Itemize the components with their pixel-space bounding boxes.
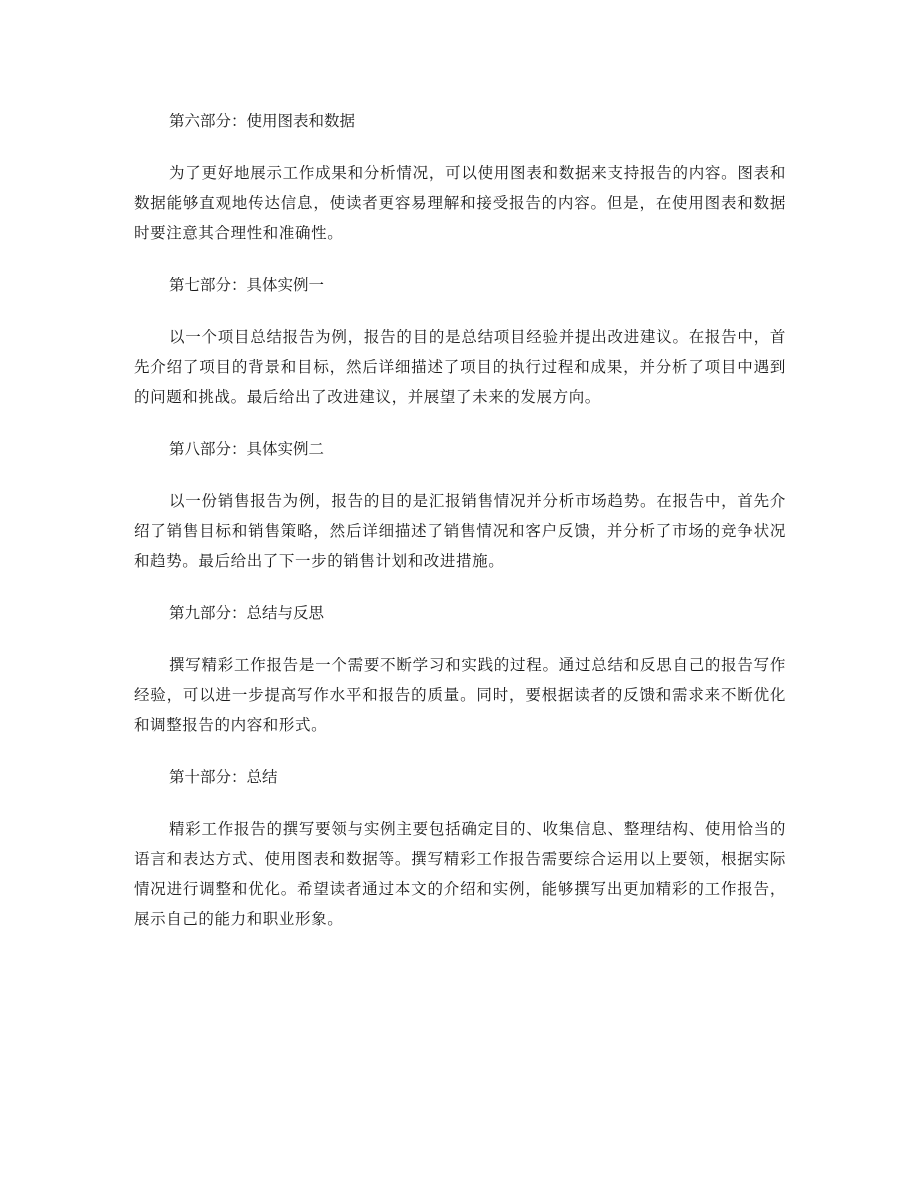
section-body-7: 以一个项目总结报告为例，报告的目的是总结项目经验并提出改进建议。在报告中，首先介绍了项目的背景和目标，然后详细描述了项目的执行过程和成果，并分析了项目中遇到的问题和挑战。最后给出了改进建议，并展望了未来的发展方向。 [134,328,786,406]
section-heading-9: 第九部分：总结与反思 [169,604,325,622]
section-heading-8: 第八部分：具体实例二 [169,440,325,458]
section-heading-7: 第七部分：具体实例一 [169,276,325,294]
section-body-8: 以一份销售报告为例，报告的目的是汇报销售情况并分析市场趋势。在报告中，首先介绍了销售目标和销售策略，然后详细描述了销售情况和客户反馈，并分析了市场的竞争状况和趋势。最后给出了下一步的销售计划和改进措施。 [134,492,786,570]
section-body-10: 精彩工作报告的撰写要领与实例主要包括确定目的、收集信息、整理结构、使用恰当的语言和表达方式、使用图表和数据等。撰写精彩工作报告需要综合运用以上要领，根据实际情况进行调整和优化。希望读者通过本文的介绍和实例，能够撰写出更加精彩的工作报告，展示自己的能力和职业形象。 [134,820,786,928]
section-heading-6: 第六部分：使用图表和数据 [169,112,356,130]
section-heading-10: 第十部分：总结 [169,768,278,786]
document-page [134,106,786,934]
section-body-6: 为了更好地展示工作成果和分析情况，可以使用图表和数据来支持报告的内容。图表和数据能够直观地传达信息，使读者更容易理解和接受报告的内容。但是，在使用图表和数据时要注意其合理性和准确性。 [134,164,786,242]
section-body-9: 撰写精彩工作报告是一个需要不断学习和实践的过程。通过总结和反思自己的报告写作经验，可以进一步提高写作水平和报告的质量。同时，要根据读者的反馈和需求来不断优化和调整报告的内容和形式。 [134,656,786,734]
